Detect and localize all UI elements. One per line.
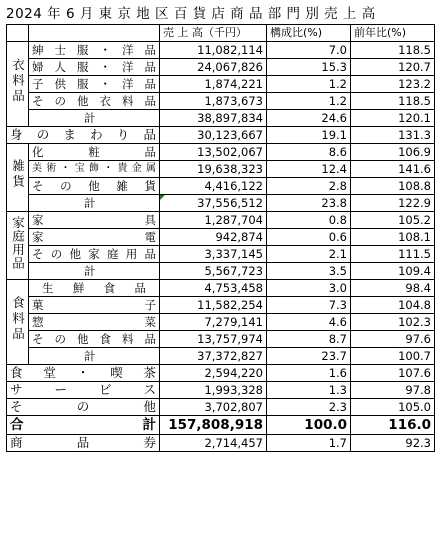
- table-row: [7, 59, 435, 76]
- header-row: [7, 25, 435, 42]
- share-cell: 8.6: [267, 144, 351, 161]
- row-label: 子供服・洋品: [29, 76, 160, 93]
- sales-cell: 37,372,827: [160, 348, 267, 365]
- sales-cell: 1,873,673: [160, 93, 267, 110]
- group-label-food: 食料品: [7, 280, 29, 365]
- yoy-cell: 123.2: [351, 76, 435, 93]
- header-blank-group: [7, 25, 29, 42]
- header-share: 構成比(%): [267, 25, 351, 42]
- sales-cell: 1,287,704: [160, 212, 267, 229]
- sales-cell: 3,702,807: [160, 399, 267, 416]
- share-cell: 23.7: [267, 348, 351, 365]
- subtotal-row: [7, 195, 435, 212]
- row-label: 商品券: [7, 435, 160, 452]
- share-cell: 2.1: [267, 246, 351, 263]
- sales-table: [6, 24, 435, 452]
- group-label-household: 家庭用品: [7, 212, 29, 280]
- row-label: 家具: [29, 212, 160, 229]
- yoy-cell: 97.6: [351, 331, 435, 348]
- row-label: 食堂・喫茶: [7, 365, 160, 382]
- share-cell: 2.3: [267, 399, 351, 416]
- table-row: [7, 178, 435, 195]
- grand-total-row: [7, 416, 435, 435]
- table-row: [7, 93, 435, 110]
- table-row: [7, 382, 435, 399]
- yoy-cell: 120.1: [351, 110, 435, 127]
- sales-cell: 4,416,122: [160, 178, 267, 195]
- share-cell: 23.8: [267, 195, 351, 212]
- sales-cell: 30,123,667: [160, 127, 267, 144]
- table-row: [7, 314, 435, 331]
- row-label: その他雑貨: [29, 178, 160, 195]
- row-label: 婦人服・洋品: [29, 59, 160, 76]
- yoy-cell: 107.6: [351, 365, 435, 382]
- row-label: 身のまわり品: [7, 127, 160, 144]
- table-row: [7, 365, 435, 382]
- yoy-cell: 141.6: [351, 161, 435, 178]
- row-label: その他家庭用品: [29, 246, 160, 263]
- table-row: [7, 297, 435, 314]
- sales-cell: 37,556,512: [160, 195, 267, 212]
- share-cell: 1.3: [267, 382, 351, 399]
- sales-cell: 13,757,974: [160, 331, 267, 348]
- sales-cell: 942,874: [160, 229, 267, 246]
- share-cell: 2.8: [267, 178, 351, 195]
- share-cell: 24.6: [267, 110, 351, 127]
- table-row: [7, 435, 435, 452]
- row-label: サービス: [7, 382, 160, 399]
- subtotal-row: [7, 110, 435, 127]
- row-label: 生鮮食品: [29, 280, 160, 297]
- row-label: 菓子: [29, 297, 160, 314]
- sales-cell: 4,753,458: [160, 280, 267, 297]
- yoy-cell: 111.5: [351, 246, 435, 263]
- share-cell: 7.0: [267, 42, 351, 59]
- subtotal-row: [7, 263, 435, 280]
- sales-cell: 1,874,221: [160, 76, 267, 93]
- table-row: [7, 161, 435, 178]
- yoy-cell: 98.4: [351, 280, 435, 297]
- share-cell: 12.4: [267, 161, 351, 178]
- share-cell: 3.0: [267, 280, 351, 297]
- yoy-cell: 116.0: [351, 416, 435, 435]
- sales-cell: 5,567,723: [160, 263, 267, 280]
- yoy-cell: 102.3: [351, 314, 435, 331]
- header-blank-label: [29, 25, 160, 42]
- row-label: 計: [29, 110, 160, 127]
- yoy-cell: 118.5: [351, 42, 435, 59]
- yoy-cell: 108.1: [351, 229, 435, 246]
- sales-cell: 19,638,323: [160, 161, 267, 178]
- table-row: [7, 212, 435, 229]
- row-label: その他食料品: [29, 331, 160, 348]
- share-cell: 100.0: [267, 416, 351, 435]
- share-cell: 3.5: [267, 263, 351, 280]
- table-row: [7, 229, 435, 246]
- sales-cell: 157,808,918: [160, 416, 267, 435]
- row-label: 家電: [29, 229, 160, 246]
- yoy-cell: 105.2: [351, 212, 435, 229]
- yoy-cell: 92.3: [351, 435, 435, 452]
- yoy-cell: 100.7: [351, 348, 435, 365]
- table-row: [7, 127, 435, 144]
- page-title: 2024 年 6 月 東 京 地 区 百 貨 店 商 品 部 門 別 売 上 高: [6, 6, 376, 22]
- table-row: [7, 280, 435, 297]
- group-label-clothing: 衣料品: [7, 42, 29, 127]
- share-cell: 7.3: [267, 297, 351, 314]
- header-yoy: 前年比(%): [351, 25, 435, 42]
- share-cell: 19.1: [267, 127, 351, 144]
- row-label: 惣菜: [29, 314, 160, 331]
- share-cell: 1.7: [267, 435, 351, 452]
- sales-cell: 38,897,834: [160, 110, 267, 127]
- share-cell: 0.8: [267, 212, 351, 229]
- yoy-cell: 122.9: [351, 195, 435, 212]
- share-cell: 15.3: [267, 59, 351, 76]
- share-cell: 1.2: [267, 93, 351, 110]
- table-row: [7, 144, 435, 161]
- row-label: 計: [29, 263, 160, 280]
- yoy-cell: 104.8: [351, 297, 435, 314]
- row-label: その他衣料品: [29, 93, 160, 110]
- row-label: 合計: [7, 416, 160, 435]
- sales-cell: 7,279,141: [160, 314, 267, 331]
- yoy-cell: 105.0: [351, 399, 435, 416]
- row-label: 美術・宝飾・貴金属: [29, 161, 160, 178]
- sales-cell: 1,993,328: [160, 382, 267, 399]
- row-label: 計: [29, 195, 160, 212]
- share-cell: 4.6: [267, 314, 351, 331]
- row-label: 化粧品: [29, 144, 160, 161]
- table-row: [7, 42, 435, 59]
- yoy-cell: 118.5: [351, 93, 435, 110]
- sales-cell: 11,582,254: [160, 297, 267, 314]
- table-row: [7, 76, 435, 93]
- row-label: その他: [7, 399, 160, 416]
- sales-cell: 3,337,145: [160, 246, 267, 263]
- share-cell: 0.6: [267, 229, 351, 246]
- share-cell: 1.6: [267, 365, 351, 382]
- subtotal-row: [7, 348, 435, 365]
- header-sales: 売 上 高（千円）: [160, 25, 267, 42]
- sales-cell: 13,502,067: [160, 144, 267, 161]
- share-cell: 8.7: [267, 331, 351, 348]
- yoy-cell: 109.4: [351, 263, 435, 280]
- yoy-cell: 97.8: [351, 382, 435, 399]
- yoy-cell: 106.9: [351, 144, 435, 161]
- yoy-cell: 131.3: [351, 127, 435, 144]
- table-row: [7, 246, 435, 263]
- table-row: [7, 331, 435, 348]
- share-cell: 1.2: [267, 76, 351, 93]
- sales-cell: 2,594,220: [160, 365, 267, 382]
- yoy-cell: 108.8: [351, 178, 435, 195]
- row-label: 紳士服・洋品: [29, 42, 160, 59]
- comment-marker: [160, 195, 165, 200]
- sales-cell: 11,082,114: [160, 42, 267, 59]
- sales-cell: 24,067,826: [160, 59, 267, 76]
- row-label: 計: [29, 348, 160, 365]
- group-label-misc: 雑貨: [7, 144, 29, 212]
- table-row: [7, 399, 435, 416]
- sales-cell: 2,714,457: [160, 435, 267, 452]
- yoy-cell: 120.7: [351, 59, 435, 76]
